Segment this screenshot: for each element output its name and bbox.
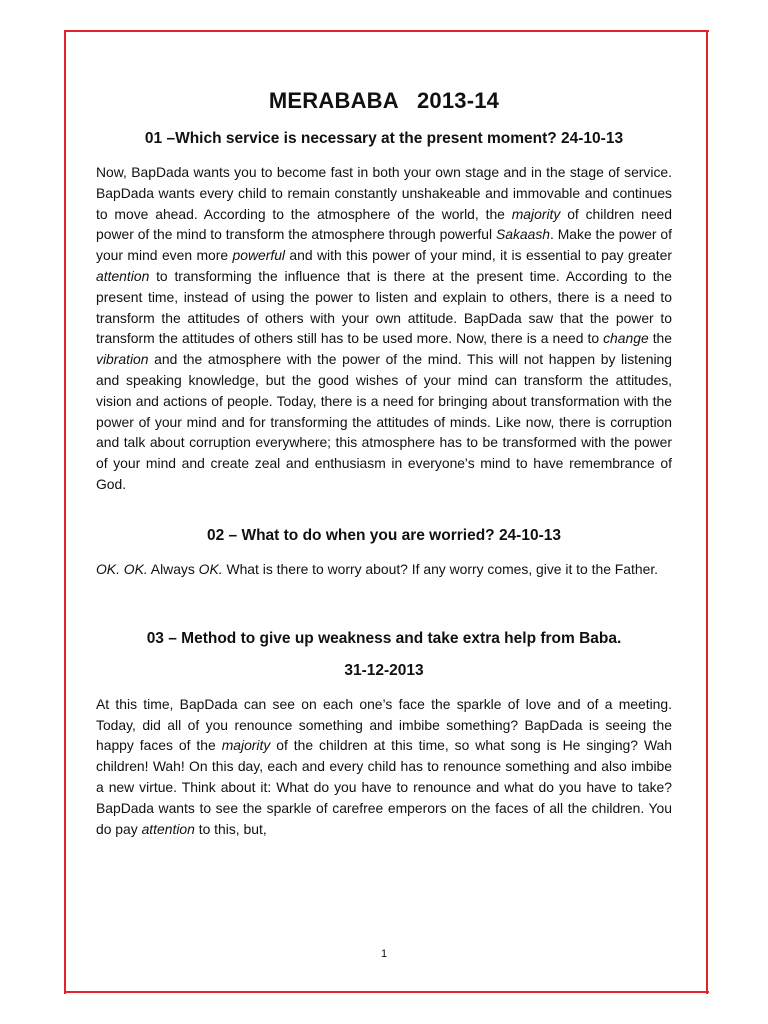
section-heading-1: 01 –Which service is necessary at the present moment? 24-10-13	[144, 130, 624, 147]
italic-run: vibration	[96, 351, 149, 368]
page-border-bottom	[64, 991, 709, 993]
section-heading-2: 02 – What to do when you are worried? 24-10-13	[206, 526, 561, 544]
section-paragraph-2	[96, 557, 672, 582]
text-run: of children need power of the mind to transform the atmosphere through powerful	[96, 205, 672, 243]
page-border-top	[64, 30, 709, 32]
section-paragraph-1	[96, 162, 672, 495]
text-run: to this, but,	[194, 820, 267, 837]
text-run: At this time, BapDada can see on each one’s face the sparkle of love and of a meeting. Today, did all of you renounce something and imbibe something? BapDada is seeing the happy faces of the	[96, 695, 672, 754]
text-run: . Make the power of your mind even more	[96, 226, 673, 264]
italic-run: OK.	[198, 560, 223, 577]
text-run: Now, BapDada wants you to become fast in both your own stage and in the stage of service. BapDada wants every child to remain constantly unshakeable and immovable and continues to move ahead. According to the atmosphere of the world, the	[96, 164, 672, 222]
italic-run: OK. OK.	[96, 560, 148, 577]
text-run: What is there to worry about? If any worry comes, give it to the Father.	[222, 560, 659, 577]
text-run: and with this power of your mind, it is essential to pay greater	[285, 247, 672, 264]
italic-run: change	[603, 330, 649, 347]
italic-run: attention	[96, 267, 150, 284]
text-run: of the children at this time, so what song is He singing? Wah children! Wah! On this day, each and every child has to renounce something and also imbibe a new virtue. Think about it: What do you have to renounce and what do you have to take? BapDada wants to see the sparkle of carefree emperors on the faces of all the children. You do pay	[96, 737, 672, 837]
section-heading-3: 03 – Method to give up weakness and take extra help from Baba.	[146, 629, 622, 647]
page-number: 1	[380, 948, 388, 960]
text-run: Always	[147, 560, 199, 577]
italic-run: Sakaash	[495, 226, 551, 243]
italic-run: attention	[141, 820, 195, 837]
document-title: MERABABA 2013-14	[268, 88, 500, 113]
italic-run: powerful	[232, 247, 286, 264]
section-date-3: 31-12-2013	[344, 661, 424, 679]
page-border-right	[706, 30, 708, 994]
text-run: the	[648, 330, 673, 347]
italic-run: majority	[221, 737, 271, 754]
page-border-left	[64, 30, 66, 994]
italic-run: majority	[511, 205, 561, 222]
document-body	[96, 88, 672, 839]
text-run: to transforming the influence that is there at the present time. According to the present time, instead of using the power to listen and explain to others, there is a need to transform the attitudes of others with your own attitude. BapDada saw that the power to transform the attitudes of others still has to be used more. Now, there is a need to	[96, 267, 672, 347]
section-paragraph-3	[96, 694, 672, 840]
text-run: and the atmosphere with the power of the mind. This will not happen by listening and speaking knowledge, but the good wishes of your mind can transform the attitudes, vision and actions of people. Today, there is a need for bringing about transformation with the power of your mind and for transforming the attitudes of minds. Like now, there is corruption and talk about corruption everywhere; this atmosphere has to be transformed with the power of your mind and create zeal and enthusiasm in everyone's mind to have remembrance of God.	[96, 351, 672, 492]
